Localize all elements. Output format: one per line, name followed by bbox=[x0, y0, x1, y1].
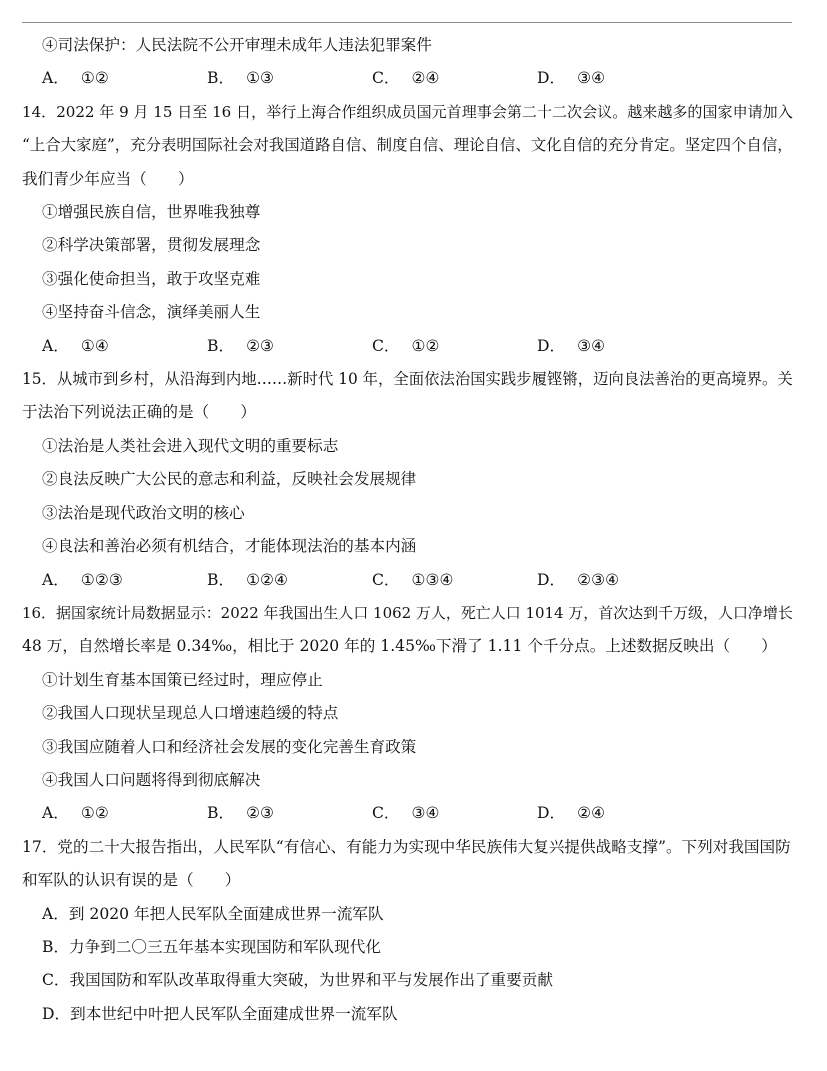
q15-item-1: ①法治是人类社会进入现代文明的重要标志 bbox=[42, 436, 339, 455]
q14-option-a[interactable]: A． ①④ bbox=[42, 336, 109, 355]
q16-options bbox=[22, 797, 797, 830]
q16-stem-line-1: 16．据国家统计局数据显示：2022 年我国出生人口 1062 万人，死亡人口 1014 万，首次达到千万级，人口净增长 bbox=[22, 603, 793, 622]
q16-option-b[interactable]: B． ②③ bbox=[207, 804, 275, 823]
q14-stem-line-1: 14．2022 年 9 月 15 日至 16 日，举行上海合作组织成员国元首理事会第二十二次会议。越来越多的国家申请加入 bbox=[22, 102, 793, 121]
q16-option-d[interactable]: D． ②④ bbox=[537, 804, 606, 823]
q14-item-1: ①增强民族自信，世界唯我独尊 bbox=[42, 203, 261, 222]
q16-option-a[interactable]: A． ①② bbox=[42, 804, 109, 823]
page-top-rule bbox=[22, 22, 792, 23]
q13-option-b[interactable]: B． ①③ bbox=[207, 69, 275, 88]
q15-stem-line-1: 15．从城市到乡村，从沿海到内地……新时代 10 年，全面依法治国实践步履铿锵，迈向良法善治的更高境界。关 bbox=[22, 370, 793, 389]
q14-option-d[interactable]: D． ③④ bbox=[537, 336, 606, 355]
q14-item-4: ④坚持奋斗信念，演绎美丽人生 bbox=[42, 303, 261, 322]
q14-stem-line-3: 我们青少年应当（ ） bbox=[22, 169, 194, 188]
q15-options bbox=[22, 564, 797, 597]
q15-option-c[interactable]: C． ①③④ bbox=[372, 570, 454, 589]
q17-stem-line-2: 和军队的认识有误的是（ ） bbox=[22, 871, 241, 890]
q13-option-d[interactable]: D． ③④ bbox=[537, 69, 606, 88]
q13-options bbox=[22, 62, 797, 95]
q17-choice-d[interactable]: D．到本世纪中叶把人民军队全面建成世界一流军队 bbox=[42, 1004, 398, 1023]
q16-stem-line-2: 48 万，自然增长率是 0.34‰，相比于 2020 年的 1.45‰下滑了 1.11 个千分点。上述数据反映出（ ） bbox=[22, 637, 777, 656]
q15-option-b[interactable]: B． ①②④ bbox=[207, 570, 289, 589]
q15-option-d[interactable]: D． ②③④ bbox=[537, 570, 620, 589]
q16-option-c[interactable]: C． ③④ bbox=[372, 804, 440, 823]
q15-item-3: ③法治是现代政治文明的核心 bbox=[42, 503, 245, 522]
q15-item-4: ④良法和善治必须有机结合，才能体现法治的基本内涵 bbox=[42, 537, 417, 556]
q13-option-c[interactable]: C． ②④ bbox=[372, 69, 440, 88]
exam-page bbox=[22, 29, 797, 1031]
q15-item-2: ②良法反映广大公民的意志和利益，反映社会发展规律 bbox=[42, 470, 417, 489]
q14-option-b[interactable]: B． ②③ bbox=[207, 336, 275, 355]
q16-item-2: ②我国人口现状呈现总人口增速趋缓的特点 bbox=[42, 704, 339, 723]
q16-item-3: ③我国应随着人口和经济社会发展的变化完善生育政策 bbox=[42, 737, 417, 756]
q15-option-a[interactable]: A． ①②③ bbox=[42, 570, 123, 589]
q13-item-4: ④司法保护：人民法院不公开审理未成年人违法犯罪案件 bbox=[42, 36, 432, 54]
q14-options bbox=[22, 330, 797, 363]
q14-item-2: ②科学决策部署，贯彻发展理念 bbox=[42, 236, 261, 255]
q17-stem-line-1: 17．党的二十大报告指出，人民军队“有信心、有能力为实现中华民族伟大复兴提供战略支撑”。下列对我国国防 bbox=[22, 837, 791, 856]
q17-choice-b[interactable]: B．力争到二〇三五年基本实现国防和军队现代化 bbox=[42, 937, 381, 956]
q16-item-4: ④我国人口问题将得到彻底解决 bbox=[42, 770, 261, 789]
q16-item-1: ①计划生育基本国策已经过时，理应停止 bbox=[42, 670, 323, 689]
q17-choice-a[interactable]: A．到 2020 年把人民军队全面建成世界一流军队 bbox=[42, 904, 384, 923]
q17-choice-c[interactable]: C．我国国防和军队改革取得重大突破，为世界和平与发展作出了重要贡献 bbox=[42, 971, 553, 990]
q13-option-a[interactable]: A． ①② bbox=[42, 69, 109, 88]
q15-stem-line-2: 于法治下列说法正确的是（ ） bbox=[22, 403, 256, 422]
q14-item-3: ③强化使命担当，敢于攻坚克难 bbox=[42, 269, 261, 288]
q14-option-c[interactable]: C． ①② bbox=[372, 336, 440, 355]
q14-stem-line-2: “上合大家庭”，充分表明国际社会对我国道路自信、制度自信、理论自信、文化自信的充分肯定。坚定四个自信， bbox=[22, 136, 793, 155]
